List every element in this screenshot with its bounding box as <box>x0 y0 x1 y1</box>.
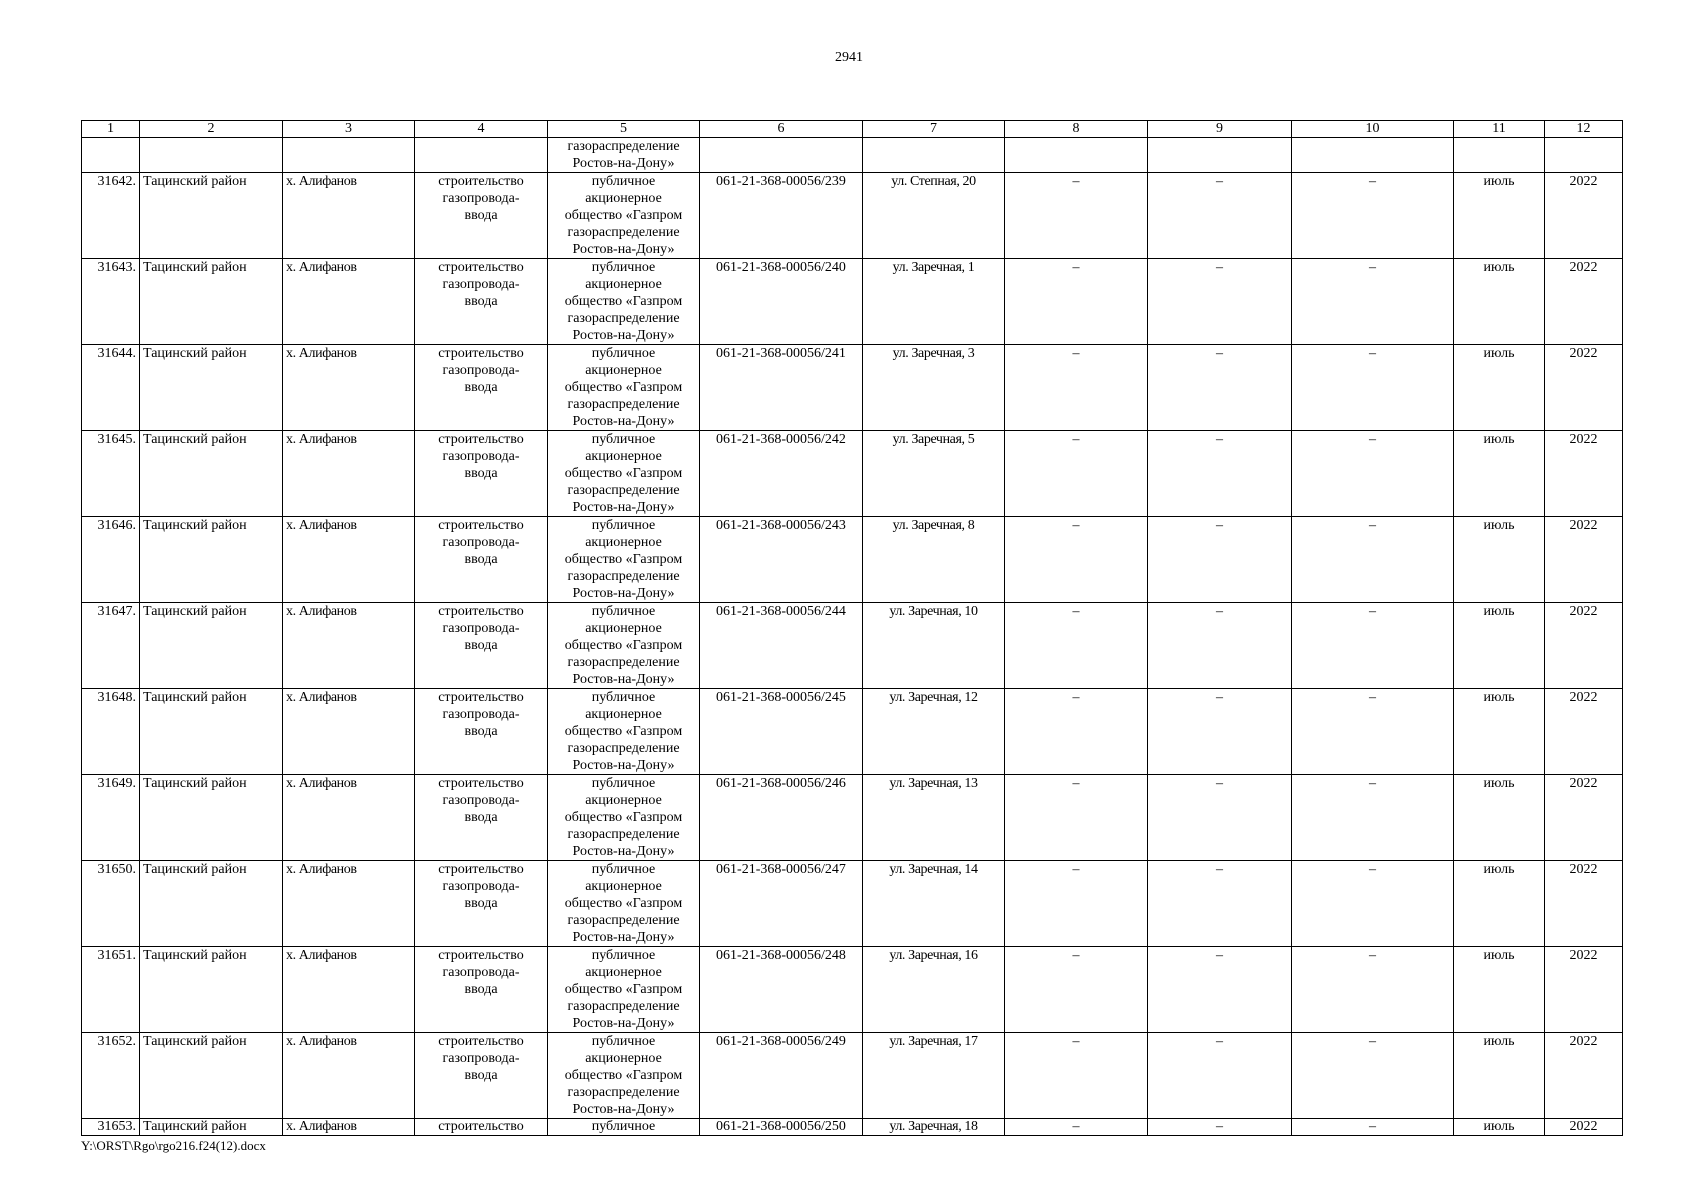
owner-line: газораспределение <box>567 139 680 154</box>
column-header: 4 <box>415 121 548 138</box>
owner-line: газораспределение <box>567 913 680 928</box>
year-cell: 2022 <box>1545 431 1623 517</box>
table-row <box>82 431 1623 517</box>
row-number-cell: 31642. <box>82 173 140 259</box>
work-type-cell <box>415 861 548 947</box>
work-line: строительство <box>438 1119 524 1134</box>
column-8-cell: – <box>1005 947 1148 1033</box>
locality-cell: х. Алифанов <box>283 1119 415 1136</box>
month-cell: июль <box>1454 947 1545 1033</box>
column-number-row <box>82 121 1623 138</box>
row-number-cell: 31645. <box>82 431 140 517</box>
registry-code-cell: 061-21-368-00056/248 <box>700 947 863 1033</box>
owner-cell <box>548 775 700 861</box>
owner-line: акционерное <box>585 1051 662 1066</box>
work-line: газопровода- <box>442 277 520 292</box>
locality-cell: х. Алифанов <box>283 173 415 259</box>
owner-line: газораспределение <box>567 741 680 756</box>
continuation-row <box>82 138 1623 173</box>
owner-cell <box>548 689 700 775</box>
locality-cell: х. Алифанов <box>283 689 415 775</box>
month-cell: июль <box>1454 1119 1545 1136</box>
column-9-cell: – <box>1148 947 1292 1033</box>
owner-line: газораспределение <box>567 225 680 240</box>
owner-line: газораспределение <box>567 569 680 584</box>
locality-cell: х. Алифанов <box>283 431 415 517</box>
owner-line: Ростов-на-Дону» <box>572 242 675 257</box>
district-cell: Тацинский район <box>140 259 283 345</box>
month-cell: июль <box>1454 775 1545 861</box>
owner-line: акционерное <box>585 449 662 464</box>
work-line: ввода <box>464 294 498 309</box>
column-9-cell: – <box>1148 431 1292 517</box>
owner-line: Ростов-на-Дону» <box>572 328 675 343</box>
address-cell: ул. Степная, 20 <box>863 173 1005 259</box>
row-number-cell: 31647. <box>82 603 140 689</box>
owner-line: общество «Газпром <box>564 810 683 825</box>
owner-cell <box>548 431 700 517</box>
registry-code-cell: 061-21-368-00056/240 <box>700 259 863 345</box>
address-cell: ул. Заречная, 14 <box>863 861 1005 947</box>
address-cell: ул. Заречная, 17 <box>863 1033 1005 1119</box>
locality-cell: х. Алифанов <box>283 775 415 861</box>
column-10-cell: – <box>1292 431 1454 517</box>
locality-cell: х. Алифанов <box>283 1033 415 1119</box>
month-cell: июль <box>1454 345 1545 431</box>
footer-file-path: Y:\ORST\Rgo\rgo216.f24(12).docx <box>81 1138 266 1153</box>
registry-code-cell: 061-21-368-00056/242 <box>700 431 863 517</box>
work-line: строительство <box>438 174 524 189</box>
address-cell: ул. Заречная, 12 <box>863 689 1005 775</box>
owner-cell <box>548 259 700 345</box>
district-cell: Тацинский район <box>140 861 283 947</box>
table-row <box>82 1033 1623 1119</box>
year-cell: 2022 <box>1545 1033 1623 1119</box>
work-line: газопровода- <box>442 879 520 894</box>
column-header: 3 <box>283 121 415 138</box>
work-line: газопровода- <box>442 621 520 636</box>
address-cell: ул. Заречная, 3 <box>863 345 1005 431</box>
year-cell: 2022 <box>1545 1119 1623 1136</box>
work-line: газопровода- <box>442 363 520 378</box>
work-line: газопровода- <box>442 1051 520 1066</box>
owner-line: общество «Газпром <box>564 208 683 223</box>
work-type-cell <box>415 259 548 345</box>
owner-line: общество «Газпром <box>564 466 683 481</box>
table-row <box>82 173 1623 259</box>
column-10-cell: – <box>1292 345 1454 431</box>
owner-line: общество «Газпром <box>564 294 683 309</box>
work-type-cell <box>415 689 548 775</box>
month-cell: июль <box>1454 861 1545 947</box>
owner-line: публичное <box>591 776 656 791</box>
owner-line: акционерное <box>585 793 662 808</box>
owner-line: Ростов-на-Дону» <box>572 414 675 429</box>
owner-line: общество «Газпром <box>564 724 683 739</box>
work-line: ввода <box>464 552 498 567</box>
registry-code-cell: 061-21-368-00056/250 <box>700 1119 863 1136</box>
month-cell: июль <box>1454 517 1545 603</box>
column-10-cell: – <box>1292 689 1454 775</box>
work-line: газопровода- <box>442 535 520 550</box>
address-cell: ул. Заречная, 10 <box>863 603 1005 689</box>
address-cell: ул. Заречная, 8 <box>863 517 1005 603</box>
column-8-cell: – <box>1005 603 1148 689</box>
owner-line: общество «Газпром <box>564 896 683 911</box>
registry-code-cell: 061-21-368-00056/246 <box>700 775 863 861</box>
work-type-cell <box>415 431 548 517</box>
work-line: ввода <box>464 810 498 825</box>
column-10-cell: – <box>1292 259 1454 345</box>
registry-code-cell: 061-21-368-00056/249 <box>700 1033 863 1119</box>
column-9-cell: – <box>1148 689 1292 775</box>
column-8-cell: – <box>1005 517 1148 603</box>
work-line: газопровода- <box>442 449 520 464</box>
year-cell: 2022 <box>1545 861 1623 947</box>
district-cell: Тацинский район <box>140 603 283 689</box>
work-type-cell <box>415 345 548 431</box>
owner-line: общество «Газпром <box>564 380 683 395</box>
owner-line: Ростов-на-Дону» <box>572 500 675 515</box>
column-9-cell: – <box>1148 775 1292 861</box>
registry-code-cell: 061-21-368-00056/245 <box>700 689 863 775</box>
column-10-cell: – <box>1292 861 1454 947</box>
owner-line: публичное <box>591 518 656 533</box>
row-number-cell: 31650. <box>82 861 140 947</box>
work-type-cell <box>415 1033 548 1119</box>
owner-line: публичное <box>591 948 656 963</box>
owner-line: газораспределение <box>567 655 680 670</box>
owner-cell <box>548 138 700 173</box>
column-header: 11 <box>1454 121 1545 138</box>
column-9-cell: – <box>1148 517 1292 603</box>
work-line: ввода <box>464 208 498 223</box>
table-row <box>82 259 1623 345</box>
year-cell: 2022 <box>1545 345 1623 431</box>
column-10-cell: – <box>1292 1119 1454 1136</box>
owner-cell <box>548 1033 700 1119</box>
owner-line: публичное <box>591 260 656 275</box>
owner-line: акционерное <box>585 363 662 378</box>
column-8-cell: – <box>1005 173 1148 259</box>
district-cell: Тацинский район <box>140 947 283 1033</box>
month-cell: июль <box>1454 173 1545 259</box>
column-8-cell: – <box>1005 689 1148 775</box>
owner-line: публичное <box>591 690 656 705</box>
owner-cell <box>548 173 700 259</box>
owner-line: общество «Газпром <box>564 982 683 997</box>
owner-line: газораспределение <box>567 311 680 326</box>
column-header: 1 <box>82 121 140 138</box>
district-cell: Тацинский район <box>140 689 283 775</box>
owner-cell <box>548 345 700 431</box>
column-10-cell: – <box>1292 947 1454 1033</box>
work-line: ввода <box>464 466 498 481</box>
column-9-cell: – <box>1148 603 1292 689</box>
district-cell: Тацинский район <box>140 431 283 517</box>
owner-line: публичное <box>591 1034 656 1049</box>
locality-cell: х. Алифанов <box>283 861 415 947</box>
table-row <box>82 947 1623 1033</box>
column-8-cell: – <box>1005 431 1148 517</box>
row-number-cell: 31653. <box>82 1119 140 1136</box>
owner-line: публичное <box>591 174 656 189</box>
year-cell: 2022 <box>1545 603 1623 689</box>
row-number-cell: 31652. <box>82 1033 140 1119</box>
work-line: газопровода- <box>442 793 520 808</box>
column-header: 7 <box>863 121 1005 138</box>
year-cell: 2022 <box>1545 947 1623 1033</box>
column-9-cell: – <box>1148 861 1292 947</box>
work-line: ввода <box>464 638 498 653</box>
column-header: 5 <box>548 121 700 138</box>
owner-line: публичное <box>591 432 656 447</box>
table-row <box>82 517 1623 603</box>
owner-line: общество «Газпром <box>564 638 683 653</box>
work-line: строительство <box>438 260 524 275</box>
owner-line: акционерное <box>585 707 662 722</box>
work-line: строительство <box>438 518 524 533</box>
work-line: строительство <box>438 1034 524 1049</box>
work-line: ввода <box>464 982 498 997</box>
column-8-cell: – <box>1005 259 1148 345</box>
column-header: 12 <box>1545 121 1623 138</box>
owner-line: акционерное <box>585 879 662 894</box>
column-9-cell: – <box>1148 345 1292 431</box>
page-number: 2941 <box>835 50 863 65</box>
year-cell: 2022 <box>1545 517 1623 603</box>
district-cell: Тацинский район <box>140 775 283 861</box>
column-header: 10 <box>1292 121 1454 138</box>
column-8-cell: – <box>1005 345 1148 431</box>
work-line: строительство <box>438 948 524 963</box>
table-row <box>82 689 1623 775</box>
table-row <box>82 861 1623 947</box>
owner-line: общество «Газпром <box>564 552 683 567</box>
owner-line: газораспределение <box>567 999 680 1014</box>
registry-code-cell: 061-21-368-00056/241 <box>700 345 863 431</box>
locality-cell: х. Алифанов <box>283 603 415 689</box>
column-header: 2 <box>140 121 283 138</box>
work-line: ввода <box>464 380 498 395</box>
row-number-cell: 31644. <box>82 345 140 431</box>
row-number-cell: 31643. <box>82 259 140 345</box>
table-row <box>82 775 1623 861</box>
column-header: 8 <box>1005 121 1148 138</box>
owner-cell <box>548 517 700 603</box>
owner-line: Ростов-на-Дону» <box>572 758 675 773</box>
column-header: 9 <box>1148 121 1292 138</box>
owner-line: газораспределение <box>567 827 680 842</box>
registry-code-cell: 061-21-368-00056/244 <box>700 603 863 689</box>
district-cell: Тацинский район <box>140 345 283 431</box>
registry-code-cell: 061-21-368-00056/239 <box>700 173 863 259</box>
month-cell: июль <box>1454 259 1545 345</box>
owner-line: акционерное <box>585 965 662 980</box>
column-9-cell: – <box>1148 173 1292 259</box>
work-line: строительство <box>438 604 524 619</box>
registry-table <box>81 120 1623 1136</box>
column-header: 6 <box>700 121 863 138</box>
work-line: газопровода- <box>442 191 520 206</box>
owner-line: публичное <box>591 862 656 877</box>
owner-line: газораспределение <box>567 397 680 412</box>
owner-cell <box>548 947 700 1033</box>
owner-line: Ростов-на-Дону» <box>572 930 675 945</box>
address-cell: ул. Заречная, 1 <box>863 259 1005 345</box>
address-cell: ул. Заречная, 13 <box>863 775 1005 861</box>
work-type-cell <box>415 603 548 689</box>
month-cell: июль <box>1454 431 1545 517</box>
locality-cell: х. Алифанов <box>283 345 415 431</box>
owner-line: акционерное <box>585 191 662 206</box>
owner-cell <box>548 861 700 947</box>
column-9-cell: – <box>1148 259 1292 345</box>
work-line: ввода <box>464 724 498 739</box>
year-cell: 2022 <box>1545 689 1623 775</box>
owner-line: публичное <box>591 604 656 619</box>
work-line: строительство <box>438 346 524 361</box>
work-line: газопровода- <box>442 965 520 980</box>
work-line: ввода <box>464 896 498 911</box>
table-row <box>82 603 1623 689</box>
owner-line: Ростов-на-Дону» <box>572 586 675 601</box>
column-10-cell: – <box>1292 603 1454 689</box>
row-number-cell: 31649. <box>82 775 140 861</box>
column-9-cell: – <box>1148 1119 1292 1136</box>
column-10-cell: – <box>1292 775 1454 861</box>
year-cell: 2022 <box>1545 259 1623 345</box>
owner-line: Ростов-на-Дону» <box>572 672 675 687</box>
address-cell: ул. Заречная, 18 <box>863 1119 1005 1136</box>
row-number-cell: 31648. <box>82 689 140 775</box>
locality-cell: х. Алифанов <box>283 517 415 603</box>
district-cell: Тацинский район <box>140 517 283 603</box>
column-8-cell: – <box>1005 775 1148 861</box>
year-cell: 2022 <box>1545 173 1623 259</box>
column-8-cell: – <box>1005 861 1148 947</box>
owner-line: акционерное <box>585 535 662 550</box>
work-type-cell <box>415 173 548 259</box>
owner-line: акционерное <box>585 277 662 292</box>
column-10-cell: – <box>1292 1033 1454 1119</box>
owner-line: Ростов-на-Дону» <box>572 1102 675 1117</box>
table-row <box>82 345 1623 431</box>
work-type-cell <box>415 947 548 1033</box>
locality-cell: х. Алифанов <box>283 947 415 1033</box>
owner-line: Ростов-на-Дону» <box>572 156 675 171</box>
column-8-cell: – <box>1005 1033 1148 1119</box>
owner-line: газораспределение <box>567 483 680 498</box>
owner-line: публичное <box>591 1119 656 1134</box>
table-row <box>82 1119 1623 1136</box>
owner-line: Ростов-на-Дону» <box>572 844 675 859</box>
work-line: строительство <box>438 862 524 877</box>
district-cell: Тацинский район <box>140 1119 283 1136</box>
locality-cell: х. Алифанов <box>283 259 415 345</box>
owner-cell <box>548 603 700 689</box>
work-line: ввода <box>464 1068 498 1083</box>
district-cell: Тацинский район <box>140 173 283 259</box>
work-line: газопровода- <box>442 707 520 722</box>
work-type-cell <box>415 1119 548 1136</box>
registry-code-cell: 061-21-368-00056/247 <box>700 861 863 947</box>
work-type-cell <box>415 517 548 603</box>
column-10-cell: – <box>1292 173 1454 259</box>
address-cell: ул. Заречная, 5 <box>863 431 1005 517</box>
registry-code-cell: 061-21-368-00056/243 <box>700 517 863 603</box>
month-cell: июль <box>1454 603 1545 689</box>
owner-line: акционерное <box>585 621 662 636</box>
address-cell: ул. Заречная, 16 <box>863 947 1005 1033</box>
owner-line: общество «Газпром <box>564 1068 683 1083</box>
year-cell: 2022 <box>1545 775 1623 861</box>
month-cell: июль <box>1454 1033 1545 1119</box>
row-number-cell: 31651. <box>82 947 140 1033</box>
owner-line: газораспределение <box>567 1085 680 1100</box>
row-number-cell: 31646. <box>82 517 140 603</box>
work-type-cell <box>415 775 548 861</box>
work-line: строительство <box>438 432 524 447</box>
work-line: строительство <box>438 776 524 791</box>
column-10-cell: – <box>1292 517 1454 603</box>
district-cell: Тацинский район <box>140 1033 283 1119</box>
owner-line: публичное <box>591 346 656 361</box>
column-8-cell: – <box>1005 1119 1148 1136</box>
owner-line: Ростов-на-Дону» <box>572 1016 675 1031</box>
owner-cell <box>548 1119 700 1136</box>
month-cell: июль <box>1454 689 1545 775</box>
column-9-cell: – <box>1148 1033 1292 1119</box>
work-line: строительство <box>438 690 524 705</box>
